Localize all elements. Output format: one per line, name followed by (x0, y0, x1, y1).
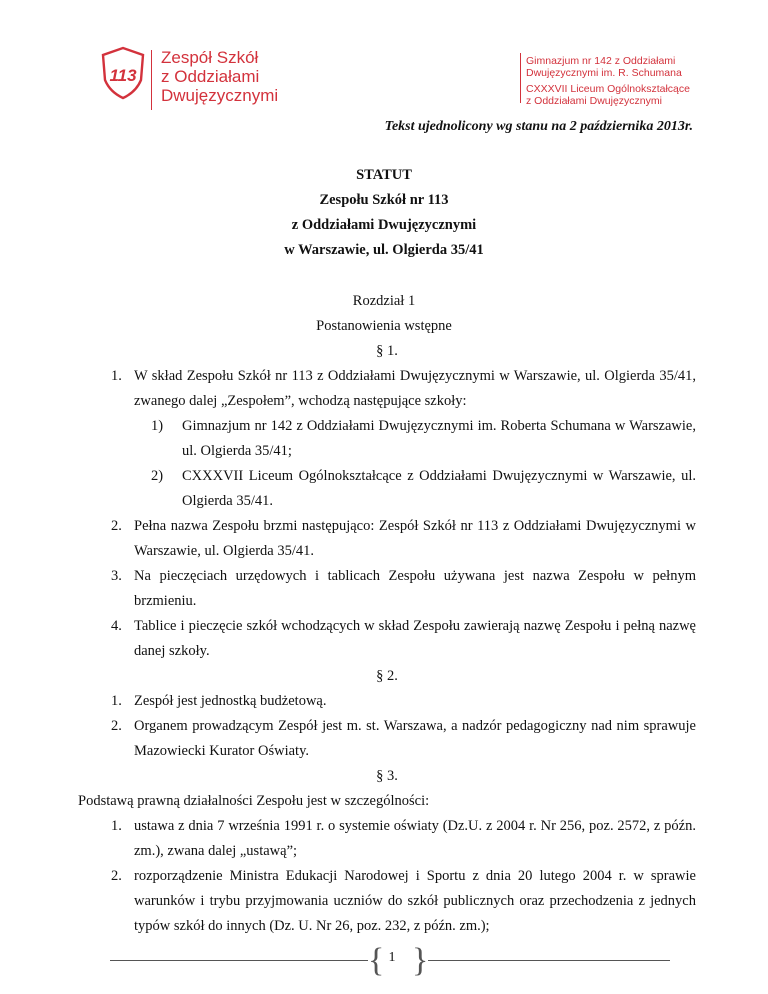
sub-item-number: 2) (151, 468, 164, 484)
document-title (0, 163, 768, 263)
chapter-subtitle: Postanowienia wstępne (316, 318, 452, 334)
section-mark: § 1. (376, 343, 398, 359)
school-line: Gimnazjum nr 142 z Oddziałami (526, 55, 676, 67)
title-line: w Warszawie, ul. Olgierda 35/41 (284, 242, 484, 258)
title-line: Zespołu Szkół nr 113 (319, 192, 449, 208)
right-brace-icon: } (412, 942, 429, 979)
school-line: Dwujęzycznymi im. R. Schumana (526, 67, 682, 79)
document-header (0, 0, 768, 115)
item-text: W skład Zespołu Szkół nr 113 z Oddziałami Dwujęzycznymi w Warszawie, ul. Olgierda 35/41, zwanego dalej „Zespołem”, wchodzą następujące szkoły: (134, 368, 696, 409)
page-number: 1 (388, 950, 396, 965)
item-number: 2. (111, 868, 122, 884)
list-item (78, 614, 696, 664)
sub-item-text: Gimnazjum nr 142 z Oddziałami Dwujęzycznymi im. Roberta Schumana w Warszawie, ul. Olgierda 35/41; (182, 418, 696, 459)
logo-wordmark (161, 48, 278, 105)
item-number: 1. (111, 368, 122, 384)
item-number: 1. (111, 693, 122, 709)
item-text: Tablice i pieczęcie szkół wchodzących w skład Zespołu zawierają nazwę Zespołu i pełną nazwę danej szkoły. (134, 618, 696, 659)
item-number: 2. (111, 518, 122, 534)
item-number: 2. (111, 718, 122, 734)
school-line: CXXXVII Liceum Ogólnokształcące (526, 83, 690, 95)
title-line: STATUT (356, 167, 412, 183)
item-text: ustawa z dnia 7 września 1991 r. o systemie oświaty (Dz.U. z 2004 r. Nr 256, poz. 2572, z późn. zm.), zwana dalej „ustawą”; (134, 818, 696, 859)
logo-line: Dwujęzycznymi (161, 86, 279, 105)
footer-rule-right (428, 960, 670, 961)
item-number: 1. (111, 818, 122, 834)
school-line: z Oddziałami Dwujęzycznymi (526, 95, 662, 107)
list-item (78, 564, 696, 614)
sub-item-text: CXXXVII Liceum Ogólnokształcące z Oddziałami Dwujęzycznymi w Warszawie, ul. Olgierda 35/41. (182, 468, 696, 509)
sub-item (78, 414, 696, 464)
chapter-heading (0, 289, 768, 339)
section-mark: § 3. (376, 768, 398, 784)
list-item (78, 714, 696, 764)
title-line: z Oddziałami Dwujęzycznymi (291, 217, 477, 233)
document-body (78, 339, 696, 939)
school-shield-logo (100, 46, 146, 100)
list-item (78, 364, 696, 414)
section-mark: § 2. (376, 668, 398, 684)
schools-divider (520, 53, 521, 103)
logo-line: Zespół Szkół (161, 48, 259, 67)
school-liceum (526, 83, 690, 107)
item-number: 3. (111, 568, 122, 584)
page-footer (0, 942, 768, 982)
sub-item (78, 464, 696, 514)
item-text: rozporządzenie Ministra Edukacji Narodowej i Sportu z dnia 20 lutego 2004 r. w sprawie warunków i trybu przyjmowania uczniów do szkół publicznych oraz przechodzenia z jednych typów szkół do innych (Dz. U. Nr 26, poz. 232, z późn. zm.); (134, 868, 696, 934)
sub-item-number: 1) (151, 418, 164, 434)
chapter-name: Rozdział 1 (352, 293, 416, 309)
list-item (78, 514, 696, 564)
item-text: Zespół jest jednostką budżetową. (134, 693, 327, 709)
school-gimnazjum (526, 55, 690, 79)
item-text: Organem prowadzącym Zespół jest m. st. Warszawa, a nadzór pedagogiczny nad nim sprawuje Mazowiecki Kurator Oświaty. (134, 718, 696, 759)
item-number: 4. (111, 618, 122, 634)
list-item (78, 814, 696, 864)
logo-number: 113 (109, 66, 137, 85)
logo-line: z Oddziałami (161, 67, 260, 86)
list-item (78, 689, 696, 714)
item-text: Pełna nazwa Zespołu brzmi następująco: Zespół Szkół nr 113 z Oddziałami Dwujęzycznymi w Warszawie, ul. Olgierda 35/41. (134, 518, 696, 559)
member-schools (526, 55, 690, 111)
left-brace-icon: { (368, 942, 385, 979)
footer-rule-left (110, 960, 368, 961)
logo-divider (151, 50, 152, 110)
consolidated-text-note: Tekst ujednolicony wg stanu na 2 października 2013r. (384, 119, 693, 134)
list-item (78, 864, 696, 939)
section-intro: Podstawą prawną działalności Zespołu jest w szczególności: (78, 793, 430, 809)
item-text: Na pieczęciach urzędowych i tablicach Zespołu używana jest nazwa Zespołu w pełnym brzmieniu. (134, 568, 696, 609)
